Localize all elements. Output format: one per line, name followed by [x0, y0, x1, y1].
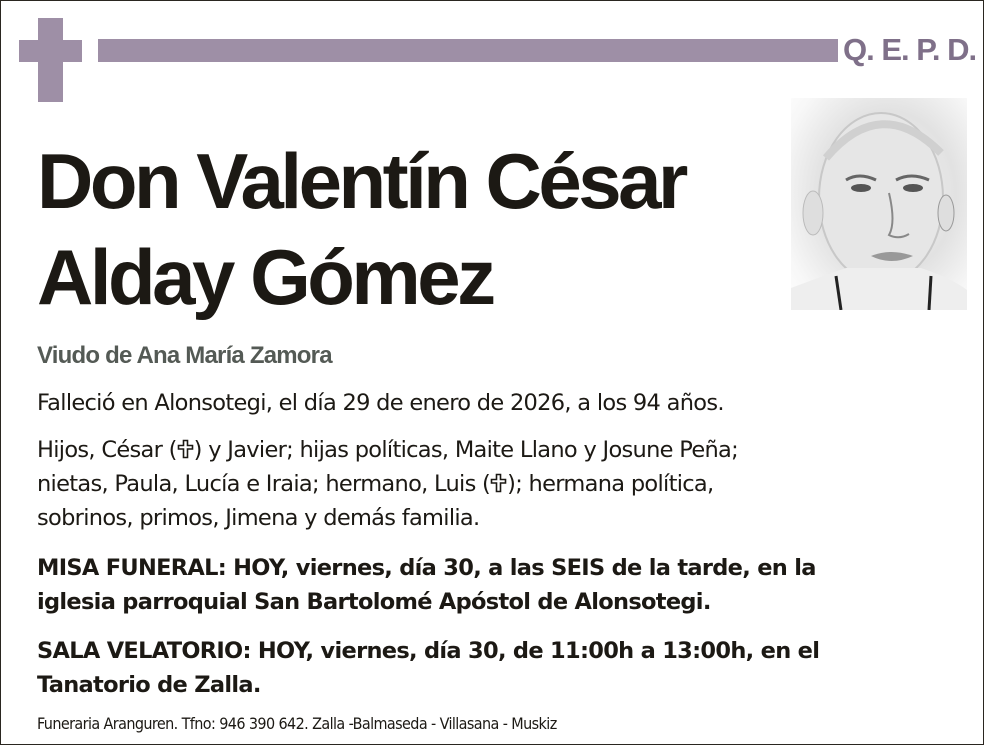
cross-icon [177, 439, 194, 459]
family-line-3: sobrinos, primos, Jimena y demás familia. [37, 505, 480, 531]
cross-icon [490, 473, 507, 493]
portrait-photo [791, 98, 967, 310]
wake-room [37, 634, 937, 702]
wake-room-line-2: Tanatorio de Zalla. [37, 672, 261, 698]
qepd-label: Q. E. P. D. [843, 32, 977, 67]
family-line-1: Hijos, César ( ) y Javier; hijas políticas, Maite Llano y Josune Peña; [37, 437, 738, 463]
family-line-2: nietas, Paula, Lucía e Iraia; hermano, Luis ( ); hermana política, [37, 471, 714, 497]
funeral-mass-line-1: MISA FUNERAL: HOY, viernes, día 30, a las SEIS de la tarde, en la [37, 555, 816, 581]
funeral-mass [37, 551, 937, 619]
funeral-mass-line-2: iglesia parroquial San Bartolomé Apóstol de Alonsotegi. [37, 589, 711, 615]
portrait-photo-icon [791, 98, 967, 310]
death-notice: Falleció en Alonsotegi, el día 29 de enero de 2026, a los 94 años. [37, 390, 724, 416]
wake-room-line-1: SALA VELATORIO: HOY, viernes, día 30, de 11:00h a 13:00h, en el [37, 638, 820, 664]
cross-icon-horizontal [19, 40, 82, 62]
funeral-home-footer: Funeraria Aranguren. Tfno: 946 390 642. Zalla -Balmaseda - Villasana - Muskiz [37, 714, 557, 733]
family-list [37, 433, 937, 535]
name-line-1: Don Valentín César [37, 137, 685, 225]
name-line-2: Alday Gómez [37, 233, 493, 321]
header-rule [98, 39, 838, 62]
deceased-name [37, 133, 777, 325]
widow-of: Viudo de Ana María Zamora [37, 342, 332, 369]
